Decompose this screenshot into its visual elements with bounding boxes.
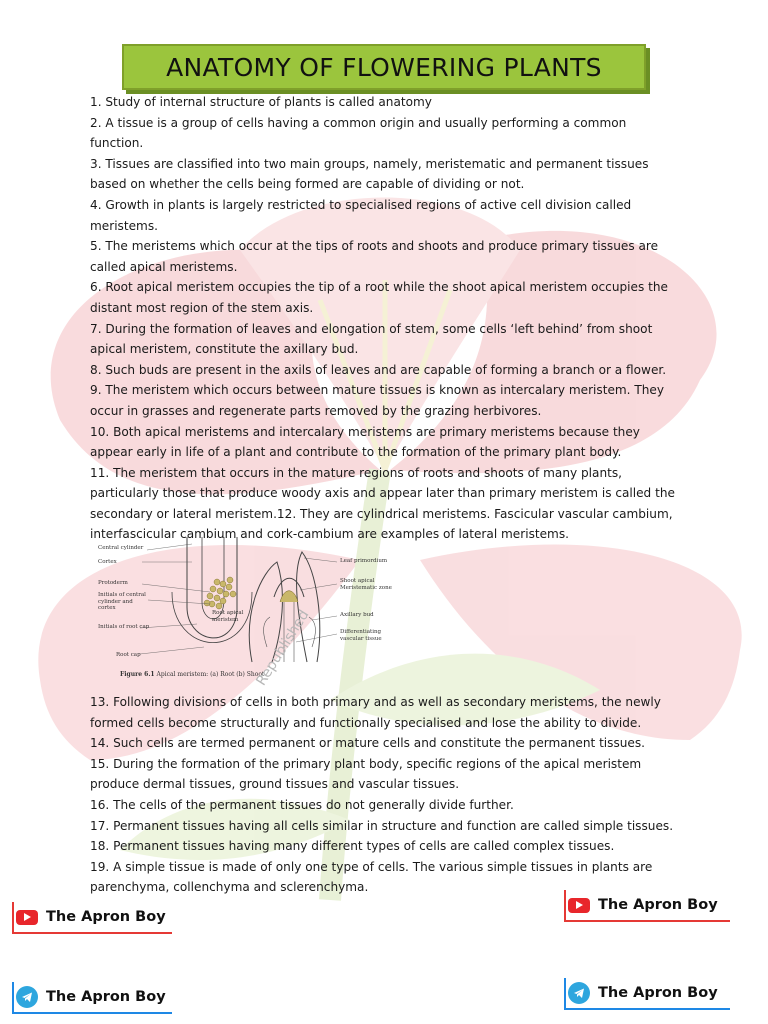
channel-name: The Apron Boy: [46, 909, 166, 925]
figure-label: Axillary bud: [340, 612, 374, 618]
figure-caption-number: Figure 6.1: [120, 671, 155, 678]
point: 17. Permanent tissues having all cells similar in structure and function are called simple tissues.: [90, 818, 674, 833]
badge-underline: [564, 920, 730, 922]
youtube-channel-link[interactable]: [16, 902, 166, 932]
point: 13. Following divisions of cells in both primary and as well as secondary meristems, the newly formed cells become structurally and functionally specialised and lose the ability to divide.: [90, 695, 661, 730]
point: 18. Permanent tissues having many different types of cells are called complex tissues.: [90, 839, 615, 854]
point: 15. During the formation of the primary plant body, specific regions of the apical meristem produce dermal tissues, ground tissues and vascular tissues.: [90, 756, 642, 792]
point: 2. A tissue is a group of cells having a common origin and usually performing a common function.: [90, 115, 627, 151]
youtube-icon: [16, 910, 38, 925]
point: 7. During the formation of leaves and elongation of stem, some cells ‘left behind’ from shoot apical meristem, constitute the axillary bud.: [90, 321, 653, 357]
point: 11. The meristem that occurs in the mature regions of roots and shoots of many plants, particularly those that produce woody axis and appear later than primary meristem is called the secondary or lateral meristem.12. They are cylindrical meristems. Fascicular vascular cambium, interfascicular cambium and cork-cambium are examples of lateral meristems.: [90, 465, 675, 542]
point: 4. Growth in plants is largely restricted to specialised regions of active cell division called meristems.: [90, 197, 632, 233]
page-title: ANATOMY OF FLOWERING PLANTS: [166, 52, 602, 82]
point: 6. Root apical meristem occupies the tip of a root while the shoot apical meristem occupies the distant most region of the stem axis.: [90, 280, 668, 315]
channel-name: The Apron Boy: [598, 985, 718, 1001]
telegram-channel-link[interactable]: [568, 978, 718, 1008]
figure-caption-text: Apical meristem: (a) Root (b) Shoot: [156, 671, 265, 678]
badge-accent-bar: [12, 982, 14, 1012]
telegram-icon: [568, 982, 590, 1004]
publisher-stamp: Republished: [253, 607, 313, 689]
point: 14. Such cells are termed permanent or mature cells and constitute the permanent tissues.: [90, 736, 646, 751]
figure-label: Root apical meristem: [212, 610, 244, 623]
point: 5. The meristems which occur at the tips of roots and shoots and produce primary tissues are called apical meristems.: [90, 239, 659, 274]
badge-accent-bar: [12, 902, 14, 932]
badge-underline: [12, 1012, 172, 1014]
badge-accent-bar: [564, 890, 566, 920]
telegram-channel-link[interactable]: [16, 982, 166, 1012]
points-section-1: [90, 92, 680, 545]
figure-label: Differentiating vascular tissue: [340, 629, 382, 642]
point: 19. A simple tissue is made of only one type of cells. The various simple tissues in plants are parenchyma, collenchyma and sclerenchyma.: [90, 859, 653, 895]
figure-label: Protoderm: [98, 580, 128, 586]
figure-caption: [120, 671, 264, 678]
point: 1. Study of internal structure of plants is called anatomy: [90, 95, 432, 109]
figure-label: Leaf primordium: [340, 558, 388, 564]
figure-label: Cortex: [98, 559, 117, 565]
channel-name: The Apron Boy: [46, 989, 166, 1005]
figure-label: Central cylinder: [98, 545, 144, 551]
apical-meristem-figure: [92, 532, 402, 682]
point: 8. Such buds are present in the axils of leaves and are capable of forming a branch or a flower.: [90, 362, 667, 377]
figure-label: Initials of central cylinder and cortex: [98, 592, 146, 611]
badge-underline: [12, 932, 172, 934]
point: 10. Both apical meristems and intercalary meristems are primary meristems because they appear early in life of a plant and contribute to the formation of the primary plant body.: [90, 424, 640, 460]
figure-label: Initials of root cap: [98, 624, 150, 630]
title-banner: [122, 44, 646, 90]
channel-name: The Apron Boy: [598, 897, 718, 913]
point: 3. Tissues are classified into two main groups, namely, meristematic and permanent tissues based on whether the cells being formed are capable of dividing or not.: [90, 156, 649, 192]
points-section-2: [90, 692, 680, 898]
point: 16. The cells of the permanent tissues do not generally divide further.: [90, 797, 514, 812]
youtube-channel-link[interactable]: [568, 890, 718, 920]
badge-accent-bar: [564, 978, 566, 1008]
youtube-icon: [568, 898, 590, 913]
figure-label: Shoot apical Meristematic zone: [340, 578, 392, 591]
point: 9. The meristem which occurs between mature tissues is known as intercalary meristem. They occur in grasses and regenerate parts removed by the grazing herbivores.: [90, 383, 665, 418]
figure-label: Root cap: [116, 652, 141, 658]
badge-underline: [564, 1008, 730, 1010]
telegram-icon: [16, 986, 38, 1008]
